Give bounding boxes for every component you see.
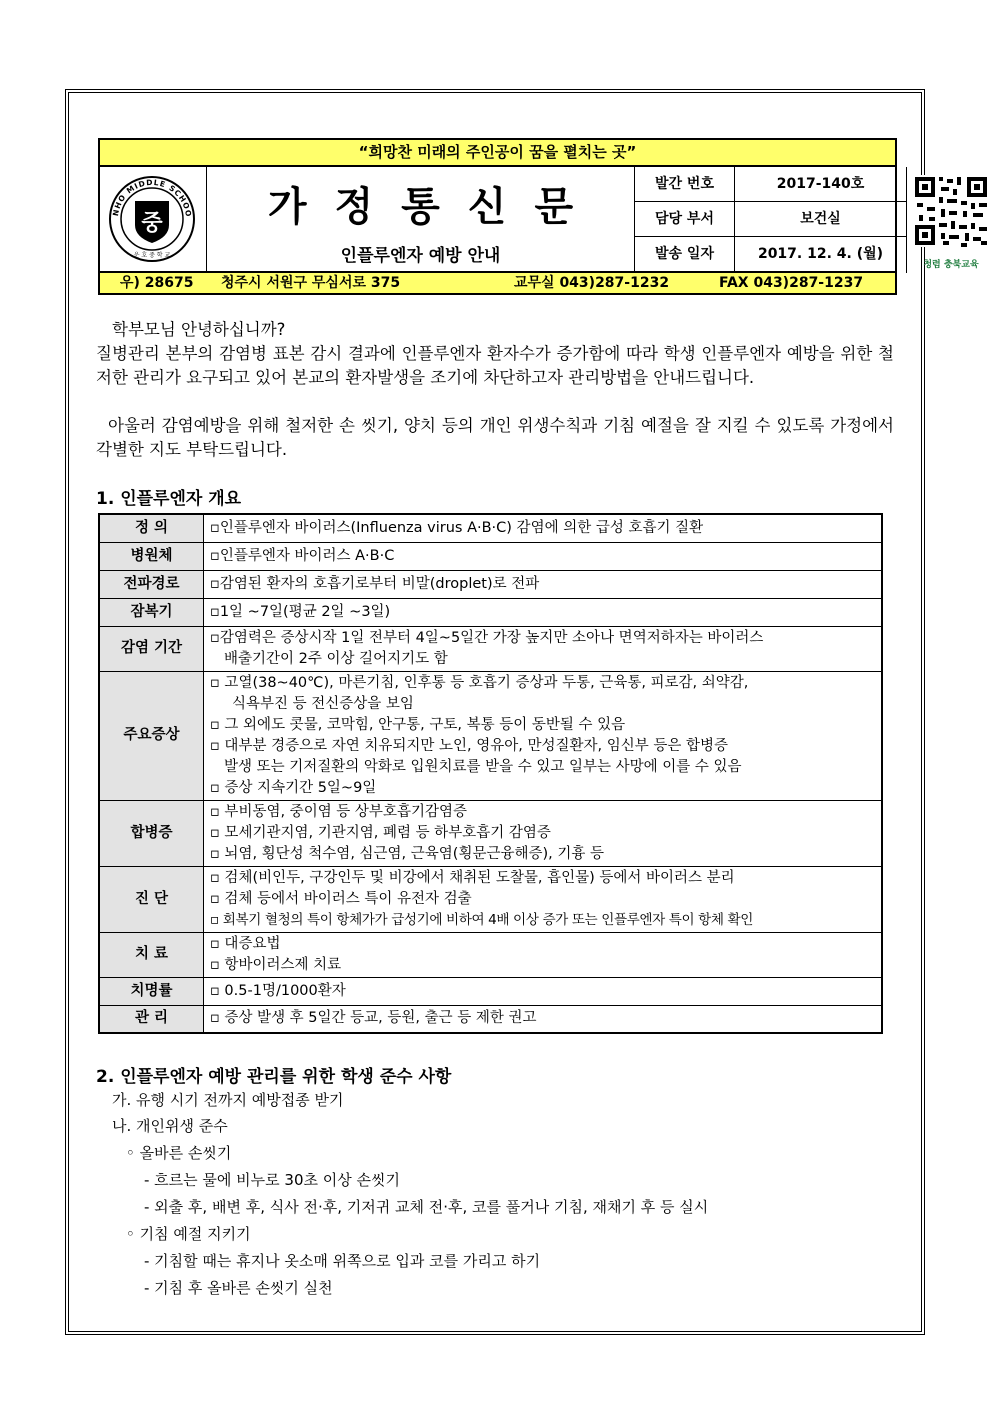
step-vaccination: 가. 유행 시기 전까지 예방접종 받기 (112, 1091, 344, 1109)
meta-value: 보건실 (735, 202, 907, 236)
row-line: ▫ 회복기 혈청의 특이 항체가가 급성기에 비하여 4배 이상 증가 또는 인플루엔자 특이 항체 확인 (210, 911, 754, 928)
table-row (99, 1005, 882, 1033)
handwash-item: - 외출 후, 배변 후, 식사 전·후, 기저귀 교체 전·후, 코를 풀거나 기침, 재채기 후 등 실시 (144, 1198, 709, 1216)
office-phone: 교무실 043)287-1232 (514, 275, 670, 291)
meta-row-date (635, 237, 907, 273)
meta-key: 발송 일자 (635, 237, 735, 273)
logo-ring-text: NHO MIDDLE SCHOO (111, 177, 194, 219)
step-hygiene: 나. 개인위생 준수 (112, 1117, 228, 1135)
school-slogan: “희망찬 미래의 주인공이 꿈을 펼치는 곳” (100, 140, 895, 167)
row-value (204, 542, 883, 570)
row-label: 합병증 (99, 800, 204, 866)
newsletter-title: 가정통신문 (267, 183, 602, 230)
row-label: 병원체 (99, 542, 204, 570)
handwash-item: - 흐르는 물에 비누로 30초 이상 손씻기 (144, 1171, 400, 1189)
qr-code-icon (907, 167, 992, 273)
row-label: 관 리 (99, 1005, 204, 1033)
intro-paragraph-2: 아울러 감염예방을 위해 철저한 손 씻기, 양치 등의 개인 위생수칙과 기침 예절을 잘 지킬 수 있도록 가정에서 각별한 지도 부탁드립니다. (96, 416, 894, 459)
row-value (204, 626, 883, 671)
table-row (99, 570, 882, 598)
greeting: 학부모님 안녕하십니까? (112, 320, 286, 339)
row-line: ▫ 증상 지속기간 5일~9일 (210, 779, 377, 796)
row-line: ▫ 0.5-1명/1000환자 (210, 982, 346, 999)
fax-number: FAX 043)287-1237 (719, 275, 864, 291)
newsletter-header (98, 138, 979, 295)
row-value (204, 514, 883, 542)
row-label: 정 의 (99, 514, 204, 542)
publication-meta (635, 167, 907, 273)
handwash-heading: ◦ 올바른 손씻기 (126, 1144, 232, 1162)
table-row (99, 977, 882, 1005)
row-line: ▫인플루엔자 바이러스 A·B·C (210, 547, 395, 564)
row-label: 치명률 (99, 977, 204, 1005)
row-line: ▫ 고열(38~40℃), 마른기침, 인후통 등 호흡기 증상과 두통, 근육통, 피로감, 쇠약감, (210, 674, 749, 691)
row-line: ▫인플루엔자 바이러스(Influenza virus A·B·C) 감염에 의한 급성 호흡기 질환 (210, 519, 704, 536)
row-label: 주요증상 (99, 671, 204, 800)
qr-caption: 청렴 충북교육 (923, 260, 979, 270)
table-row (99, 932, 882, 977)
school-logo (100, 167, 207, 273)
meta-value: 2017. 12. 4. (월) (735, 237, 907, 273)
meta-value: 2017-140호 (735, 167, 907, 201)
row-line: ▫ 항바이러스제 치료 (210, 956, 342, 973)
row-value (204, 932, 883, 977)
table-row (99, 542, 882, 570)
row-line: ▫1일 ~7일(평균 2일 ~3일) (210, 603, 391, 620)
row-line: 배출기간이 2주 이상 길어지기도 함 (224, 650, 448, 667)
cough-etiquette-heading: ◦ 기침 예절 지키기 (126, 1225, 251, 1243)
section-2-title: 2. 인플루엔자 예방 관리를 위한 학생 준수 사항 (96, 1067, 452, 1087)
row-value (204, 570, 883, 598)
table-row (99, 671, 882, 800)
school-address-bar (100, 271, 895, 293)
row-value (204, 671, 883, 800)
school-emblem-icon (100, 167, 204, 271)
newsletter-subtitle: 인플루엔자 예방 안내 (340, 246, 501, 266)
meta-row-issue (635, 167, 907, 202)
row-line: ▫ 대증요법 (210, 935, 281, 952)
row-label: 치 료 (99, 932, 204, 977)
row-line: 발생 또는 기저질환의 악화로 입원치료를 받을 수 있고 일부는 사망에 이를 수 있음 (224, 758, 742, 775)
meta-key: 발간 번호 (635, 167, 735, 201)
row-label: 진 단 (99, 866, 204, 932)
table-row (99, 514, 882, 542)
row-line: ▫감염력은 증상시작 1일 전부터 4일~5일간 가장 높지만 소아나 면역저하자는 바이러스 (210, 629, 764, 646)
postal-code: 우) 28675 (120, 275, 194, 291)
section-1-title: 1. 인플루엔자 개요 (96, 489, 242, 509)
row-line: ▫ 모세기관지염, 기관지염, 폐렴 등 하부호흡기 감염증 (210, 824, 551, 841)
street-address: 청주시 서원구 무심서로 375 (221, 275, 401, 291)
qr-code (907, 167, 992, 273)
intro-paragraph-1: 질병관리 본부의 감염병 표본 감시 결과에 인플루엔자 환자수가 증가함에 따라 학생 인플루엔자 예방을 위한 철저한 관리가 요구되고 있어 본교의 환자발생을 조기에 차단하고자 관리방법을 안내드립니다. (96, 344, 894, 387)
row-value (204, 977, 883, 1005)
cough-etiquette-item: - 기침할 때는 휴지나 옷소매 위쪽으로 입과 코를 가리고 하기 (144, 1252, 541, 1270)
row-value (204, 598, 883, 626)
row-line: ▫감염된 환자의 호흡기로부터 비말(droplet)로 전파 (210, 575, 540, 592)
row-label: 잠복기 (99, 598, 204, 626)
row-value (204, 800, 883, 866)
meta-row-department (635, 202, 907, 237)
row-line: ▫ 뇌염, 횡단성 척수염, 심근염, 근육염(횡문근융해증), 기흉 등 (210, 845, 605, 862)
row-line: ▫ 증상 발생 후 5일간 등교, 등원, 출근 등 제한 권고 (210, 1010, 537, 1027)
row-line: ▫ 대부분 경증으로 자연 치유되지만 노인, 영유아, 만성질환자, 임신부 등은 합병증 (210, 737, 728, 754)
title-cell (207, 167, 635, 273)
row-value (204, 1005, 883, 1033)
table-row (99, 866, 882, 932)
row-line: 식욕부진 등 전신증상을 보임 (232, 695, 414, 712)
row-label: 전파경로 (99, 570, 204, 598)
row-line: ▫ 부비동염, 중이염 등 상부호흡기감염증 (210, 803, 467, 820)
row-value (204, 866, 883, 932)
row-line: ▫ 그 외에도 콧물, 코막힘, 안구통, 구토, 복통 등이 동반될 수 있음 (210, 716, 626, 733)
meta-key: 담당 부서 (635, 202, 735, 236)
logo-bottom-text: 운 호 중 학 교 (133, 252, 171, 259)
influenza-overview-table (98, 513, 883, 1034)
row-label: 감염 기간 (99, 626, 204, 671)
row-line: ▫ 검체(비인두, 구강인두 및 비강에서 채취된 도찰물, 흡인물) 등에서 바이러스 분리 (210, 869, 735, 886)
table-row (99, 598, 882, 626)
row-line: ▫ 검체 등에서 바이러스 특이 유전자 검출 (210, 890, 472, 907)
table-row (99, 626, 882, 671)
table-row (99, 800, 882, 866)
logo-character: 중 (141, 211, 163, 236)
cough-etiquette-item: - 기침 후 올바른 손씻기 실천 (144, 1279, 333, 1297)
